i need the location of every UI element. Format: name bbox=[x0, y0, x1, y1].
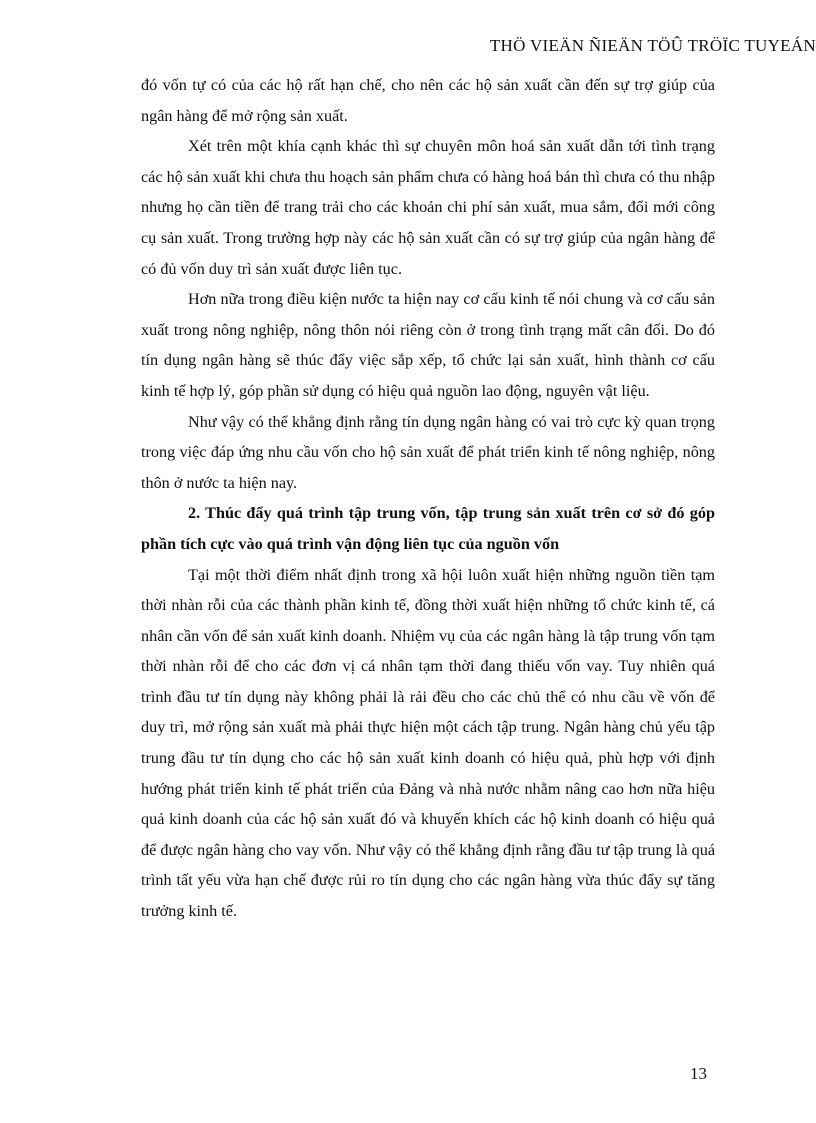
page-header: THÖ VIEÄN ÑIEÄN TÖÛ TRÖÏC TUYEÁN bbox=[489, 36, 816, 55]
paragraph: Như vậy có thể khẳng định rằng tín dụng ngân hàng có vai trò cực kỳ quan trọng trong việc đáp ứng nhu cầu vốn cho hộ sản xuất để phát triển kinh tế nông nghiệp, nông thôn ở nước ta hiện nay. bbox=[141, 412, 715, 492]
document-body bbox=[141, 70, 715, 927]
page-number: 13 bbox=[690, 1064, 707, 1083]
section-heading: 2. Thúc đẩy quá trình tập trung vốn, tập trung sản xuất trên cơ sở đó góp phần tích cực vào quá trình vận động liên tục của nguồn vốn bbox=[141, 504, 715, 553]
paragraph: Xét trên một khía cạnh khác thì sự chuyên môn hoá sản xuất dẫn tới tình trạng các hộ sản xuất khi chưa thu hoạch sản phẩm chưa có hàng hoá bán thì chưa có thu nhập nhưng họ cần tiền để trang trải cho các khoản chi phí sản xuất, mua sắm, đổi mới công cụ sản xuất. Trong trường hợp này các hộ sản xuất cần có sự trợ giúp của ngân hàng để có đủ vốn duy trì sản xuất được liên tục. bbox=[141, 137, 715, 278]
paragraph-continuation: đó vốn tự có của các hộ rất hạn chế, cho nên các hộ sản xuất cần đến sự trợ giúp của ngân hàng để mở rộng sản xuất. bbox=[141, 76, 715, 125]
paragraph: Tại một thời điểm nhất định trong xã hội luôn xuất hiện những nguồn tiền tạm thời nhàn rỗi của các thành phần kinh tế, đồng thời xuất hiện những tổ chức kinh tế, cá nhân cần vốn để sản xuất kinh doanh. Nhiệm vụ của các ngân hàng là tập trung vốn tạm thời nhàn rỗi để cho các đơn vị cá nhân tạm thời đang thiếu vốn vay. Tuy nhiên quá trình đầu tư tín dụng này không phải là rải đều cho các chủ thể có nhu cầu về vốn để duy trì, mở rộng sản xuất mà phải thực hiện một cách tập trung. Ngân hàng chủ yếu tập trung đầu tư tín dụng cho các hộ sản xuất kinh doanh có hiệu quả, phù hợp với định hướng phát triển kinh tế phát triển của Đảng và nhà nước nhằm nâng cao hơn nữa hiệu quả kinh doanh của các hộ sản xuất đó và khuyến khích các hộ kinh doanh có hiệu quả để được ngân hàng cho vay vốn. Như vậy có thể khẳng định rằng đầu tư tập trung là quá trình tất yếu vừa hạn chế được rủi ro tín dụng cho các ngân hàng vừa thúc đẩy sự tăng trưởng kinh tế. bbox=[141, 565, 715, 921]
paragraph: Hơn nữa trong điều kiện nước ta hiện nay cơ cấu kinh tế nói chung và cơ cấu sản xuất trong nông nghiệp, nông thôn nói riêng còn ở trong tình trạng mất cân đối. Do đó tín dụng ngân hàng sẽ thúc đẩy việc sắp xếp, tổ chức lại sản xuất, hình thành cơ cấu kinh tế hợp lý, góp phần sử dụng có hiệu quả nguồn lao động, nguyên vật liệu. bbox=[141, 290, 715, 400]
